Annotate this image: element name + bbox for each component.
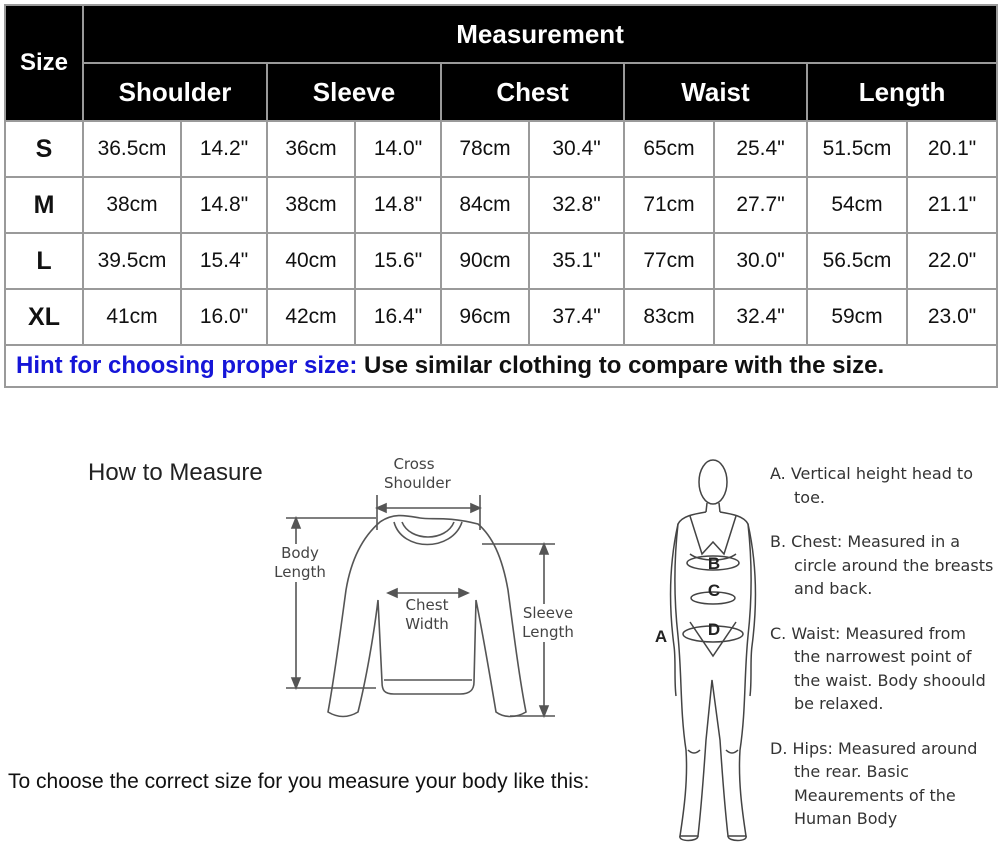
table-cell: 32.8" — [529, 177, 624, 233]
table-cell: 27.7" — [714, 177, 807, 233]
table-cell: 21.1" — [907, 177, 997, 233]
body-length-label-line2: Length — [274, 563, 326, 581]
table-cell: 35.1" — [529, 233, 624, 289]
table-cell: 83cm — [624, 289, 714, 345]
table-row — [5, 233, 997, 289]
table-cell: 36.5cm — [83, 121, 181, 177]
table-cell: 96cm — [441, 289, 529, 345]
chest-width-label — [398, 596, 456, 634]
size-label: M — [5, 177, 83, 233]
body-marker-a: A — [654, 627, 668, 646]
sleeve-length-label-line1: Sleeve — [522, 604, 574, 622]
table-cell: 42cm — [267, 289, 355, 345]
table-cell: 54cm — [807, 177, 907, 233]
step-d: D. Hips: Measured around the rear. Basic Meaurements of the Human Body — [770, 738, 978, 828]
table-cell: 32.4" — [714, 289, 807, 345]
table-cell: 14.2" — [181, 121, 267, 177]
table-row — [5, 121, 997, 177]
body-marker-d: D — [707, 620, 721, 639]
hint-label: Hint for choosing proper size: — [16, 352, 358, 379]
table-cell: 59cm — [807, 289, 907, 345]
table-cell: 40cm — [267, 233, 355, 289]
column-header-sleeve: Sleeve — [267, 63, 441, 121]
table-cell: 16.0" — [181, 289, 267, 345]
table-row — [5, 289, 997, 345]
chest-width-label-line1: Chest — [405, 596, 449, 614]
measurement-header: Measurement — [83, 5, 997, 63]
table-cell: 22.0" — [907, 233, 997, 289]
table-cell: 41cm — [83, 289, 181, 345]
sleeve-length-label-line2: Length — [522, 623, 574, 641]
table-cell: 23.0" — [907, 289, 997, 345]
hint-cell — [5, 345, 997, 387]
table-row — [5, 177, 997, 233]
body-marker-b: B — [707, 554, 721, 573]
size-label: S — [5, 121, 83, 177]
hint-row — [5, 345, 997, 387]
size-label: L — [5, 233, 83, 289]
body-figure-diagram — [640, 450, 765, 850]
table-cell: 14.8" — [181, 177, 267, 233]
sleeve-length-label — [516, 604, 580, 642]
table-cell: 51.5cm — [807, 121, 907, 177]
table-cell: 25.4" — [714, 121, 807, 177]
table-cell: 84cm — [441, 177, 529, 233]
table-cell: 78cm — [441, 121, 529, 177]
choose-size-instruction: To choose the correct size for you measure your body like this: — [8, 770, 590, 793]
table-cell: 14.8" — [355, 177, 441, 233]
table-cell: 30.0" — [714, 233, 807, 289]
table-cell: 39.5cm — [83, 233, 181, 289]
table-cell: 65cm — [624, 121, 714, 177]
table-cell: 36cm — [267, 121, 355, 177]
table-cell: 90cm — [441, 233, 529, 289]
cross-shoulder-label-line2: Shoulder — [384, 474, 451, 492]
table-cell: 77cm — [624, 233, 714, 289]
column-header-shoulder: Shoulder — [83, 63, 267, 121]
measurement-steps — [770, 462, 995, 852]
body-length-label-line1: Body — [281, 544, 319, 562]
size-label: XL — [5, 289, 83, 345]
body-marker-c: C — [707, 581, 721, 600]
column-header-chest: Chest — [441, 63, 624, 121]
size-header: Size — [5, 5, 83, 121]
table-cell: 16.4" — [355, 289, 441, 345]
table-cell: 15.4" — [181, 233, 267, 289]
table-cell: 30.4" — [529, 121, 624, 177]
hint-text: Use similar clothing to compare with the size. — [364, 352, 885, 379]
table-cell: 37.4" — [529, 289, 624, 345]
table-cell: 20.1" — [907, 121, 997, 177]
table-cell: 56.5cm — [807, 233, 907, 289]
cross-shoulder-label — [384, 455, 451, 493]
step-c: C. Waist: Measured from the narrowest point of the waist. Body shoould be relaxed. — [770, 623, 986, 713]
table-cell: 15.6" — [355, 233, 441, 289]
step-b: B. Chest: Measured in a circle around the breasts and back. — [770, 532, 994, 598]
chest-width-label-line2: Width — [405, 615, 449, 633]
table-cell: 38cm — [267, 177, 355, 233]
table-cell: 71cm — [624, 177, 714, 233]
column-header-length: Length — [807, 63, 997, 121]
how-to-measure-title: How to Measure — [88, 459, 263, 486]
step-a: A. Vertical height head to toe. — [770, 464, 973, 507]
body-length-label — [272, 544, 328, 582]
size-chart-table — [4, 4, 998, 388]
table-cell: 14.0" — [355, 121, 441, 177]
column-header-waist: Waist — [624, 63, 807, 121]
table-cell: 38cm — [83, 177, 181, 233]
cross-shoulder-label-line1: Cross — [393, 455, 435, 473]
